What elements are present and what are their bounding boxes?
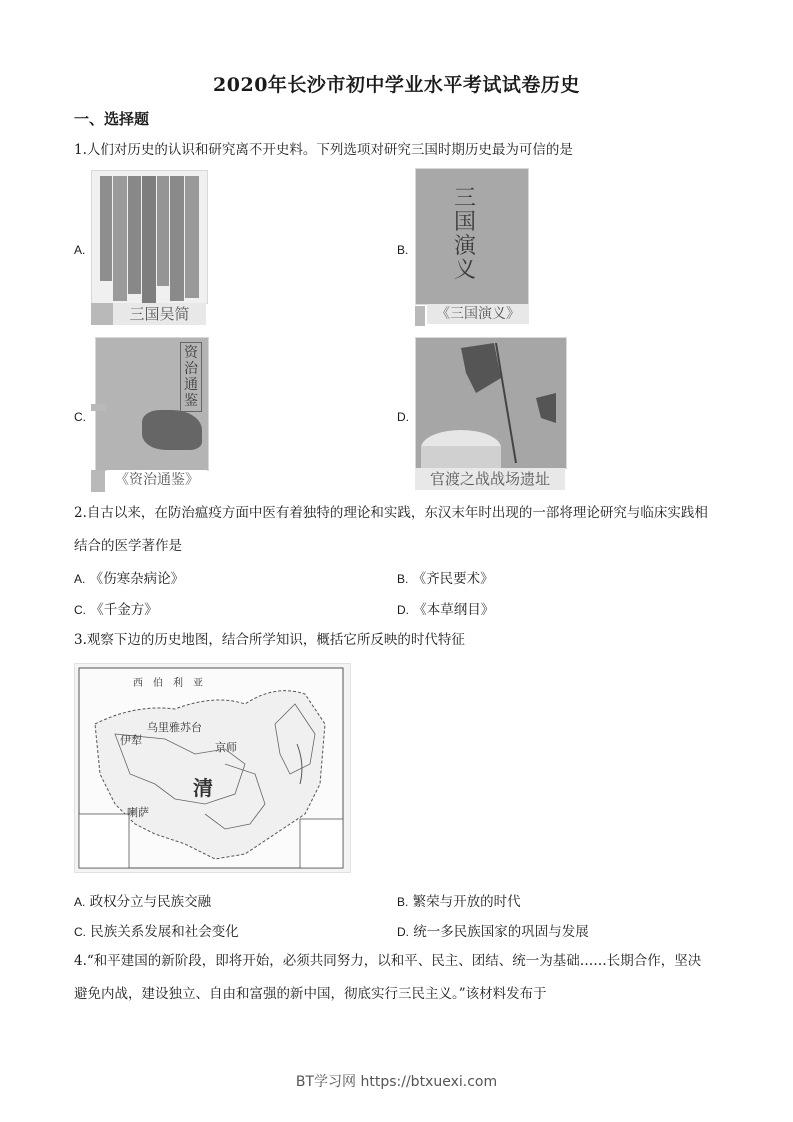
- q1-option-a-caption: 三国吴简: [113, 303, 206, 325]
- question-number: 4.: [74, 953, 87, 969]
- q1-option-a-image[interactable]: [91, 170, 206, 325]
- q1-option-d-image[interactable]: [415, 337, 572, 492]
- page-title: 2020年长沙市初中学业水平考试试卷历史: [213, 74, 580, 96]
- bamboo-slips-photo: [91, 170, 208, 304]
- q3-option-c[interactable]: C. 民族关系发展和社会变化: [74, 924, 239, 940]
- question-2-stem-cont: 结合的医学著作是: [74, 538, 182, 554]
- question-4-stem-cont: 避免内战，建设独立、自由和富强的新中国，彻底实行三民主义。”该材料发布于: [74, 986, 547, 1002]
- map-label-ili: 伊犁: [120, 734, 142, 747]
- placeholder-square: [91, 470, 105, 492]
- question-4-stem: 4.“和平建国的新阶段，即将开始，必须共同努力，以和平、民主、团结、统一为基础……长期合作，坚决: [74, 953, 702, 969]
- question-3-stem: 3.观察下边的历史地图，结合所学知识，概括它所反映的时代特征: [74, 632, 465, 648]
- q1-option-d-caption: 官渡之战战场遗址: [415, 468, 565, 490]
- question-number: 1.: [74, 142, 87, 158]
- q2-option-d[interactable]: D. 《本草纲目》: [397, 602, 495, 618]
- section-heading: 一、选择题: [74, 110, 150, 128]
- question-number: 2.: [74, 505, 87, 521]
- map-label-capital: 京师: [215, 741, 237, 754]
- placeholder-square: [91, 303, 113, 325]
- historical-map-image[interactable]: [74, 663, 351, 873]
- battlefield-site-photo: [415, 337, 567, 469]
- book-cover-photo: [95, 337, 209, 471]
- q3-option-a[interactable]: A. 政权分立与民族交融: [74, 894, 212, 910]
- map-label-qing: 清: [193, 776, 213, 800]
- map-label-uliastai: 乌里雅苏台: [147, 721, 202, 734]
- q3-option-b[interactable]: B. 繁荣与开放的时代: [397, 894, 521, 910]
- q1-option-c-image[interactable]: [91, 337, 209, 492]
- book-cover-text: 资治通鉴: [180, 342, 202, 412]
- q1-option-d-label: D.: [397, 410, 409, 424]
- q2-option-c[interactable]: C. 《千金方》: [74, 602, 158, 618]
- question-number: 3.: [74, 632, 87, 648]
- q3-option-d[interactable]: D. 统一多民族国家的巩固与发展: [397, 924, 589, 940]
- question-1-stem: 1.人们对历史的认识和研究离不开史料。下列选项对研究三国时期历史最为可信的是: [74, 142, 573, 158]
- footer-watermark: BT学习网 https://btxuexi.com: [295, 1074, 498, 1090]
- question-2-stem: 2.自古以来，在防治瘟疫方面中医有着独特的理论和实践，东汉末年时出现的一部将理论研究与临床实践相: [74, 505, 708, 521]
- q1-option-c-label: C.: [74, 410, 86, 424]
- book-cover-text: 三国演义: [454, 186, 477, 283]
- q1-option-b-label: B.: [397, 243, 409, 257]
- map-label-siberia: 西伯利亚: [133, 678, 213, 689]
- q1-option-c-caption: 《资治通鉴》: [107, 470, 207, 490]
- q2-option-a[interactable]: A. 《伤寒杂病论》: [74, 571, 185, 587]
- book-cover-photo: [415, 168, 529, 305]
- map-label-lhasa: 喇萨: [127, 806, 149, 819]
- q1-option-b-image[interactable]: [415, 168, 530, 326]
- q1-option-b-caption: 《三国演义》: [427, 304, 529, 324]
- q1-option-a-label: A.: [74, 243, 86, 257]
- q2-option-b[interactable]: B. 《齐民要术》: [397, 571, 494, 587]
- placeholder-square: [415, 306, 425, 326]
- placeholder-square: [91, 404, 106, 411]
